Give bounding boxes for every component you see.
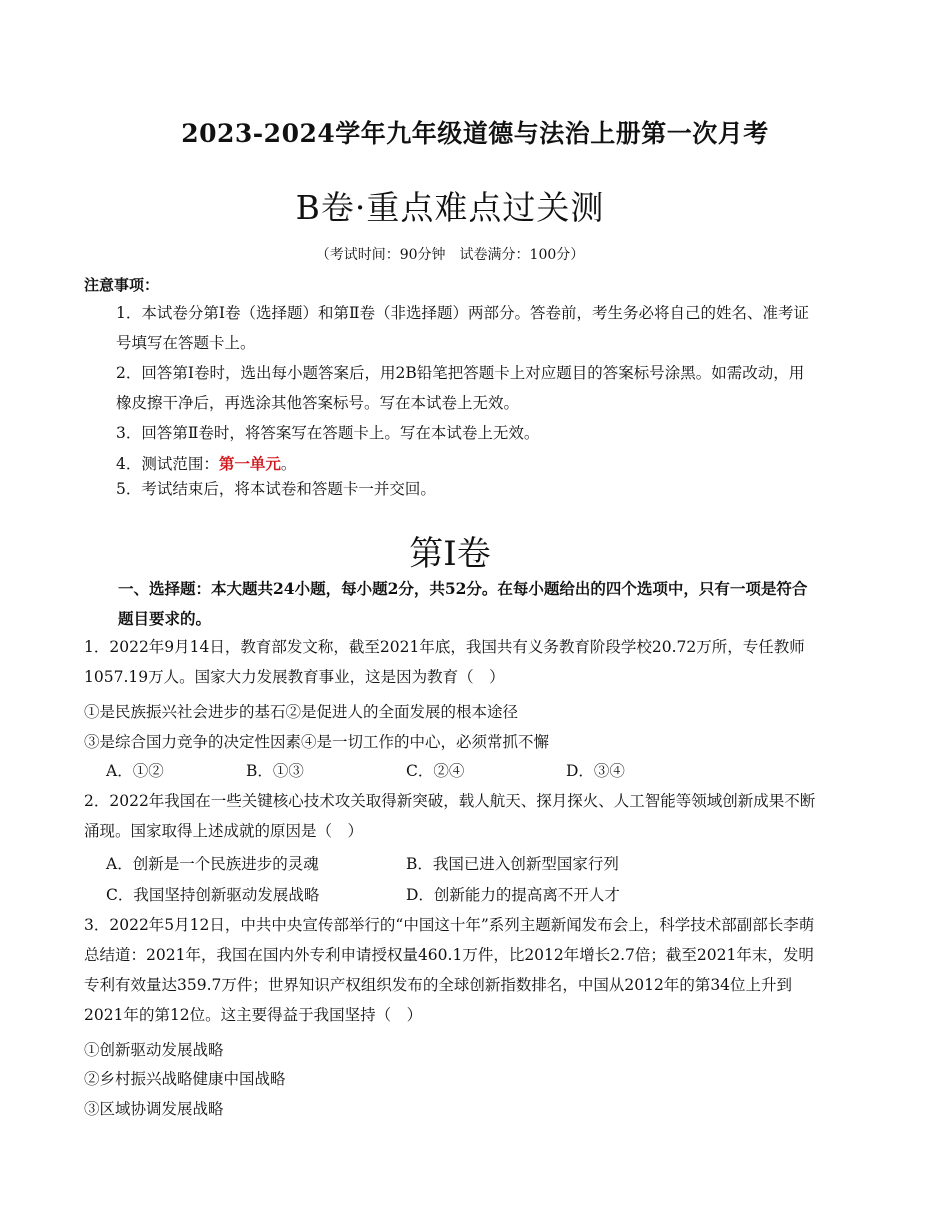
notice-item-2: 2．回答第Ⅰ卷时，选出每小题答案后，用2B铅笔把答题卡上对应题目的答案标号涂黑。如需改动，用橡皮擦干净后，再选涂其他答案标号。写在本试卷上无效。 (116, 364, 805, 412)
question-2-option-b: B．我国已进入创新型国家行列 (406, 855, 619, 873)
notice-item-4-prefix: 4．测试范围： (116, 455, 219, 473)
section-description: 一、选择题：本大题共24小题，每小题2分，共52分。在每小题给出的四个选项中，只有一项是符合题目要求的。 (118, 579, 808, 628)
exam-subtitle: B卷·重点难点过关测 (295, 188, 605, 227)
question-3-stem: 3．2022年5月12日，中共中央宣传部举行的“中国这十年”系列主题新闻发布会上，科学技术部副部长李萌总结道：2021年，我国在国内外专利申请授权量460.1万件，比2012年增长2.7倍；截至2021年末，发明专利有效量达359.7万件；世界知识产权组织发布的全球创新指数排名，中国从2012年的第34位上升到2021年的第12位。这主要得益于我国坚持（ ） (84, 916, 815, 1024)
question-3-statement-1: ①创新驱动发展战略 (84, 1041, 224, 1059)
test-scope: 第一单元 (218, 454, 281, 473)
notice-item-3: 3．回答第Ⅱ卷时，将答案写在答题卡上。写在本试卷上无效。 (116, 424, 540, 442)
question-2-stem: 2．2022年我国在一些关键核心技术攻关取得新突破，载人航天、探月探火、人工智能等领域创新成果不断涌现。国家取得上述成就的原因是（ ） (84, 792, 816, 840)
question-1-statement-2: ③是综合国力竞争的决定性因素④是一切工作的中心，必须常抓不懈 (84, 733, 550, 751)
question-3-statement-3: ③区域协调发展战略 (84, 1100, 224, 1118)
question-2-option-d: D．创新能力的提高离不开人才 (406, 886, 620, 904)
notice-item-5: 5．考试结束后，将本试卷和答题卡一并交回。 (116, 480, 436, 498)
question-2-option-a: A．创新是一个民族进步的灵魂 (106, 855, 319, 873)
question-1-option-d: D．③④ (566, 762, 625, 780)
notice-item-4-suffix: 。 (280, 455, 297, 473)
question-2-option-c: C．我国坚持创新驱动发展战略 (106, 886, 320, 904)
exam-info: （考试时间：90分钟 试卷满分：100分） (315, 247, 585, 263)
notice-heading: 注意事项： (84, 276, 160, 294)
section-title: 第Ⅰ卷 (409, 534, 491, 574)
question-1-option-b: B．①③ (246, 762, 304, 780)
exam-title: 2023-2024学年九年级道德与法治上册第一次月考 (181, 119, 769, 148)
notice-item-1: 1．本试卷分第Ⅰ卷（选择题）和第Ⅱ卷（非选择题）两部分。答卷前，考生务必将自己的姓名、准考证号填写在答题卡上。 (116, 304, 810, 352)
question-1-option-c: C．②④ (406, 762, 465, 780)
question-1-stem: 1．2022年9月14日，教育部发文称，截至2021年底，我国共有义务教育阶段学校20.72万所，专任教师1057.19万人。国家大力发展教育事业，这是因为教育（ ） (84, 638, 805, 686)
question-3-statement-2: ②乡村振兴战略健康中国战略 (84, 1070, 286, 1088)
question-1-statement-1: ①是民族振兴社会进步的基石②是促进人的全面发展的根本途径 (84, 703, 519, 721)
question-1-option-a: A．①② (106, 762, 164, 780)
